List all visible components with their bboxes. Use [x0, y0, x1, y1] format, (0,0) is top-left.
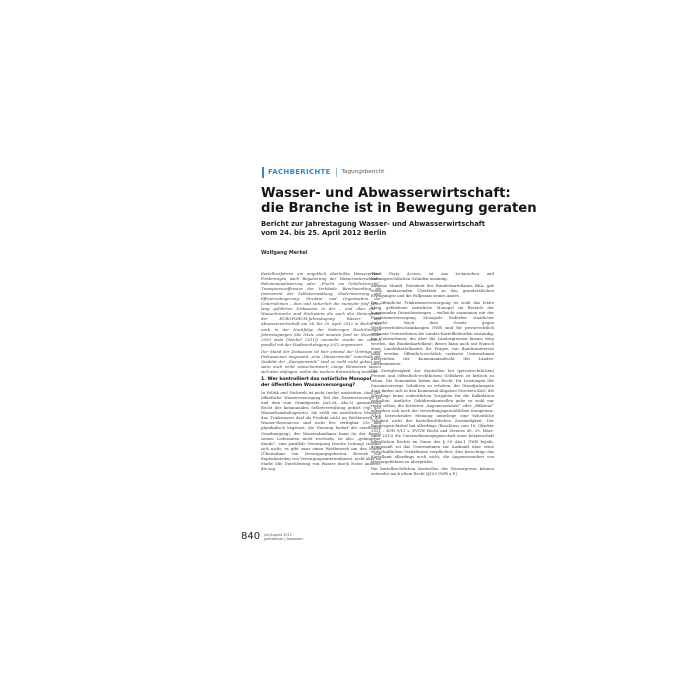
intro-paragraph: Der Stand der Diskussion ist hier anhand der Vorträge und Diskussionen insgesamt „eine „Wasserwende“ innerhalb der Qualität der „Energiewende“ sind es wohl nicht geben und wäre auch nicht wünschenswert; einige Hinweisen lassen sich aber dafingen, wohin die weitere Entwicklung tendiert. [261, 348, 381, 374]
journal-name: gwf-Wasser | Abwasser [264, 537, 303, 542]
page-number: 840 [241, 531, 261, 542]
article-author: Wolfgang Merkel [261, 250, 308, 256]
section-marker-bar [262, 167, 264, 178]
body-paragraph: Die kartellrechtlichen Kontrollen der Wasserpreise können entweder nach altem Recht (§103 GWB a.F.) [371, 465, 494, 476]
page-footer [241, 532, 303, 542]
article-subtitle-line-2: vom 24. bis 25. April 2012 Berlin [261, 229, 387, 237]
intro-paragraph: Kartellverfahren um angeblich überhöhte Wasserpreise, Forderungen nach Regulierung der Wasserunternehmen, Rekommunalisierung oder „Flucht ins Gebührenrecht“, Transparenzoffensive der Verbände, Benchmarking als Instrument der Selbstverwaltung, Modernisierung und Effizienzsteigerung. Struktur und Organisation der Unternehmen – dies und sicherlich die nunmehr fünf Jahre lang geführten Diskussion in der – und über die – Wasserbranche sind Stichworte die auch den Hintergrund der EUROFORUM-Jahrestagung Wasser- und Abwasserwirtschaft am 24. bis 25. April 2012 in Berlin, bei nach in der Nachfolge der bisherigen Hochrhönigen Jahrestagungen (die letzte und neueste fand im November 2010 statt [Merkel 2011]) nunmehr wurde sie zeitlich parallel mit der Stadtwerketagung 2012 organisiert. [261, 271, 381, 347]
journal-issue: Juli/August 2012 [264, 533, 292, 537]
article-title-line-1: Wasser- und Abwasserwirtschaft: [261, 186, 511, 201]
article-title [261, 186, 561, 216]
journal-info [264, 532, 303, 541]
body-paragraph: In Politik und Fachwelt ist nicht (mehr) umstritten, dass der öffentliche Wasserversorgung Teil der Daseinsvorsorge ist und dem vom Grundgesetz (Art.28, Abs.2) garantierten Recht der kommunalen Selbstverwaltung gehört (vgl. §50 Wasserhaushaltsgesetz). Sie stellt ein natürliches Monopol dar. Trinkwasser darf als Produkt nicht im Wettbewerb, die Wasser-Ressourcen sind nicht frei verfügbar (Ge und physikalisch begrenzt, die Nutzung bedarf der staatlichen Genehmigung), der Wasserabnehmer kann (in der Regel) seinen Lieferanten nicht wechseln, ist also „gefangener Kunde“, eine parallele Versorgung (zweite Leitung) rechnet sich nicht; es gibt zwar einen Wettbewerb um den Markt (Übernahme von Versorgungsgebieten, Erwerb von Kapitalanteilen von Versorgungsunternehmen), nicht aber im Markt (die Durchleitung von Wasser durch Netze anderer, die sog. [261, 390, 381, 471]
article-subtitle-line-1: Bericht zur Jahrestagung Wasser- und Abwasserwirtschaft [261, 220, 485, 228]
section-heading-line-2: der öffentlichen Wasserversorgung? [261, 382, 356, 388]
section-label: FACHBERICHTE [268, 168, 331, 176]
body-paragraph: Die öffentliche Trinkwasserversorgung ist wohl das letzte übrig gebliebene natürliche Monopol im Bereich der kommunalen Dienstleistungen – vielleicht zusammen mit der Fernwärmeversorgung. Monopole bedürfen staatlicher Aufsicht. Nach dem Gesetz gegen Wettbewerbsbeschränkungen GWB sind für privatrechtlich verfasste Unternehmen die Landes-Kartellbehörden zuständig, bei Unternehmen, die über die Ländergrenzen hinaus tätig werden, das Bundeskartellamt; dieses kann auch auf Wunsch einer Landeskartellamtes Ihr Fragen von Bundesinteresse tätig werden. Öffentlich-rechtlich verfasste Unternehmen unterstehen der Kommunalaufsicht des Landes-Innenministers. [371, 300, 494, 366]
text-column-right [371, 271, 494, 478]
body-paragraph: Die Zweigleisigkeit der Kontrollen bei (privatrechtlichen) Preisen und (öffentlich-rechtlichen) Gebühren ist kritisch zu sehen. Die Gemeinden haben das Recht, für Leistungen der Daseinsvorsorge Gebühren zu erheben, die Grundprinzipien dazu finden sich in den Kommunal-Abgaben-Gesetzen KAG, die allerdings keine einheitlichen Vorgaben für die Kalkulation enthalten. Amtliche Gebührenkontrollen gebe es wohl nur recht selten; die Kriterien „Angemessenheit“ oder „Effizienz“ entziehen sich auch der verwaltungsgerichtlichen Kompetenz. Nach herrschender Meinung unterliege eine hoheitliche Tätigkeit nicht der kartellrechtlichen Zuständigkeit. Der Bundesgerichtshof hat allerdings (Beschluss vom 18. Oktober 2011 – KVR 9/11 s. DVGW Recht und Steuern 49, 29. März-April 2012) die Unternehmensgegenschaft einer Körperschaft öffentlichen Rechts im Sinne des § 59 Abs.1 GWB bejaht, demgemäß sei das Unternehmen zur Auskunft über seine wirtschaftlichen Verhältnisse verpflichtet; dies berechtige das Kartellamt allerdings noch nicht, die Angemessenheit von Wassergebühren zu überprüfen. [371, 367, 494, 464]
text-column-left [261, 271, 381, 473]
article-subtitle [261, 220, 561, 238]
body-paragraph: Third Party Access, ist aus technischen und haftungsrechtlichen Gründen unsinnig. [371, 271, 494, 282]
section-separator [336, 168, 337, 177]
section-heading-line-1: 1. Wer kontrolliert das natürliche Monopol [261, 376, 372, 382]
subsection-label: Tagungsbericht [341, 169, 385, 175]
section-rubric [262, 166, 384, 178]
section-heading [261, 377, 381, 388]
article-title-line-2: die Branche ist in Bewegung geraten [261, 201, 537, 216]
body-paragraph: Andreas Mundt, Präsident des Bundeskartellamts BKA, gab einen umfassenden Überblick zu den grundsätzlichen Erwägungen und die Fallpraxis seines Amtes. [371, 283, 494, 299]
